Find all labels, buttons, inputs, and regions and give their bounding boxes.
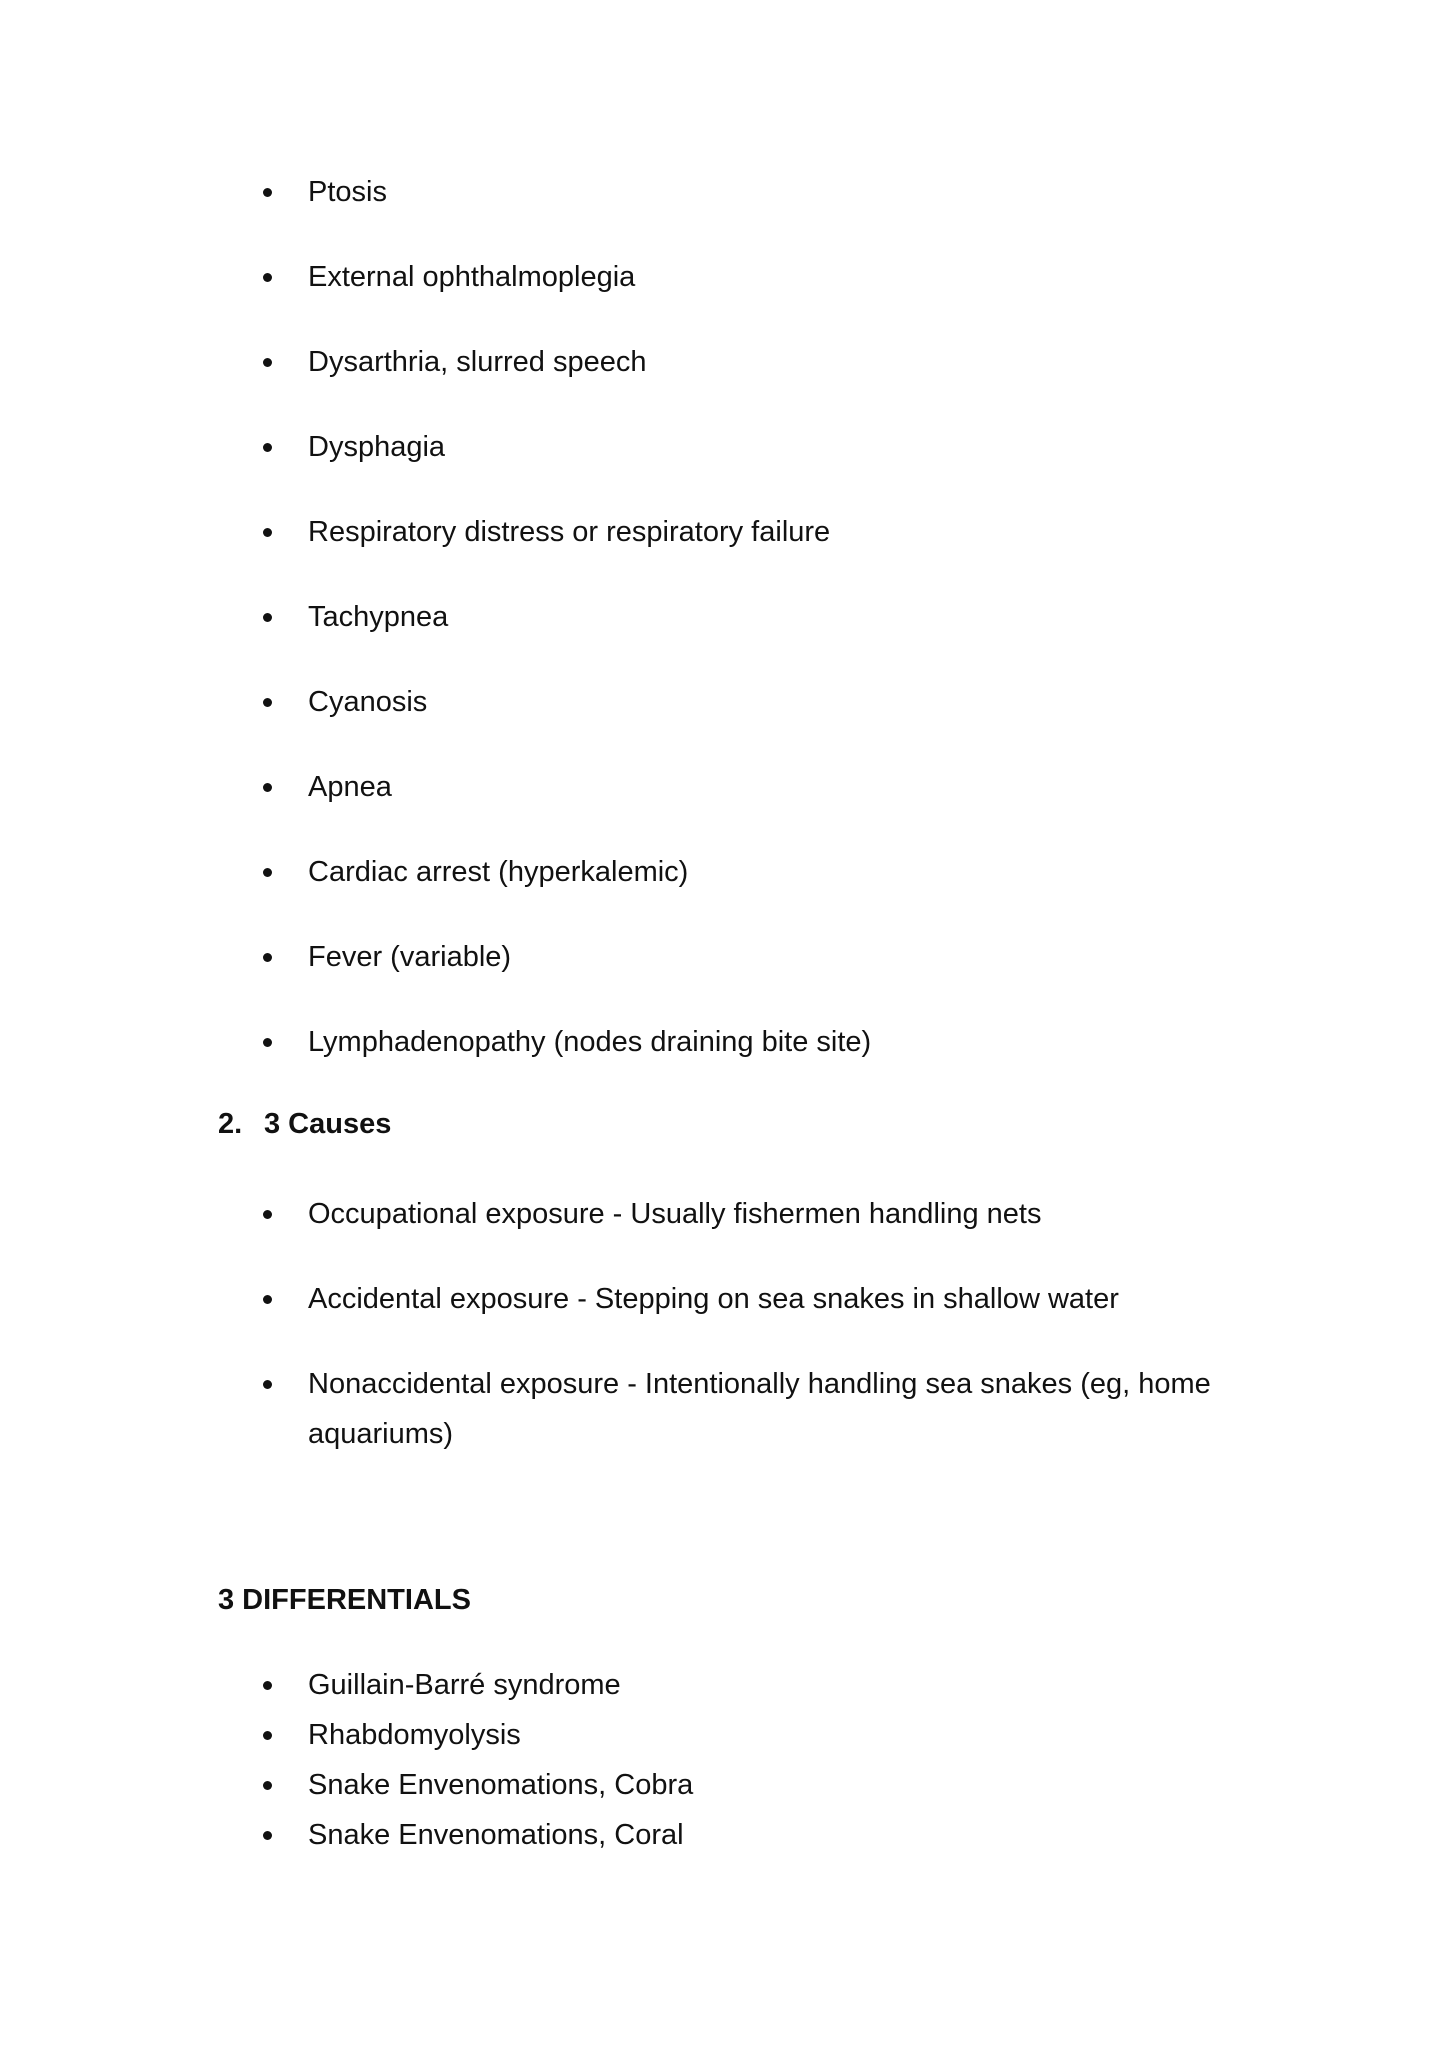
list-item-text: Guillain-Barré syndrome: [308, 1669, 621, 1701]
list-item-text: Apnea: [308, 771, 392, 803]
list-item: [0, 1359, 1448, 1459]
bullet-icon: [263, 1295, 272, 1304]
causes-list: [0, 1189, 1448, 1494]
bullet-icon: [263, 1038, 272, 1047]
list-item: [0, 1760, 1448, 1810]
list-item: [0, 592, 1448, 642]
causes-heading: [218, 1099, 391, 1149]
list-item: [0, 1017, 1448, 1067]
list-item-text: Snake Envenomations, Cobra: [308, 1769, 694, 1801]
bullet-icon: [263, 1210, 272, 1219]
bullet-icon: [263, 528, 272, 537]
list-item-text: Nonaccidental exposure - Intentionally handling sea snakes (eg, home aquariums): [308, 1368, 1211, 1450]
list-item: [0, 1810, 1448, 1860]
bullet-icon: [263, 1681, 272, 1690]
list-item-text: Cardiac arrest (hyperkalemic): [308, 856, 689, 888]
bullet-icon: [263, 188, 272, 197]
bullet-icon: [263, 953, 272, 962]
list-item: [0, 167, 1448, 217]
bullet-icon: [263, 783, 272, 792]
list-item: [0, 422, 1448, 472]
list-item: [0, 677, 1448, 727]
bullet-icon: [263, 358, 272, 367]
bullet-icon: [263, 1380, 272, 1389]
bullet-icon: [263, 698, 272, 707]
list-item-text: External ophthalmoplegia: [308, 261, 636, 293]
bullet-icon: [263, 613, 272, 622]
list-item-text: Accidental exposure - Stepping on sea snakes in shallow water: [308, 1283, 1119, 1315]
list-item-text: Lymphadenopathy (nodes draining bite site): [308, 1026, 872, 1058]
symptom-list: [0, 167, 1448, 1102]
list-item: [0, 1710, 1448, 1760]
list-item: [0, 1660, 1448, 1710]
list-item: [0, 932, 1448, 982]
list-item-text: Dysarthria, slurred speech: [308, 346, 647, 378]
list-item-text: Ptosis: [308, 176, 387, 208]
list-item: [0, 507, 1448, 557]
list-item-text: Occupational exposure - Usually fishermen handling nets: [308, 1198, 1042, 1230]
bullet-icon: [263, 273, 272, 282]
list-item: [0, 252, 1448, 302]
list-item: [0, 762, 1448, 812]
bullet-icon: [263, 1781, 272, 1790]
list-item: [0, 847, 1448, 897]
list-item-text: Dysphagia: [308, 431, 446, 463]
list-item-text: Rhabdomyolysis: [308, 1719, 521, 1751]
bullet-icon: [263, 868, 272, 877]
bullet-icon: [263, 1831, 272, 1840]
list-item-text: Fever (variable): [308, 941, 512, 973]
list-item-text: Tachypnea: [308, 601, 449, 633]
differentials-heading: [218, 1575, 471, 1625]
list-item-text: Snake Envenomations, Coral: [308, 1819, 684, 1851]
differentials-heading-text: 3 DIFFERENTIALS: [218, 1584, 471, 1616]
bullet-icon: [263, 1731, 272, 1740]
list-item: [0, 337, 1448, 387]
list-item: [0, 1274, 1448, 1324]
list-item-text: Cyanosis: [308, 686, 428, 718]
bullet-icon: [263, 443, 272, 452]
list-item: [0, 1189, 1448, 1239]
causes-heading-title: 3 Causes: [264, 1108, 392, 1140]
causes-heading-number: 2.: [218, 1108, 243, 1140]
list-item-text: Respiratory distress or respiratory failure: [308, 516, 831, 548]
differentials-list: [0, 1660, 1448, 1860]
